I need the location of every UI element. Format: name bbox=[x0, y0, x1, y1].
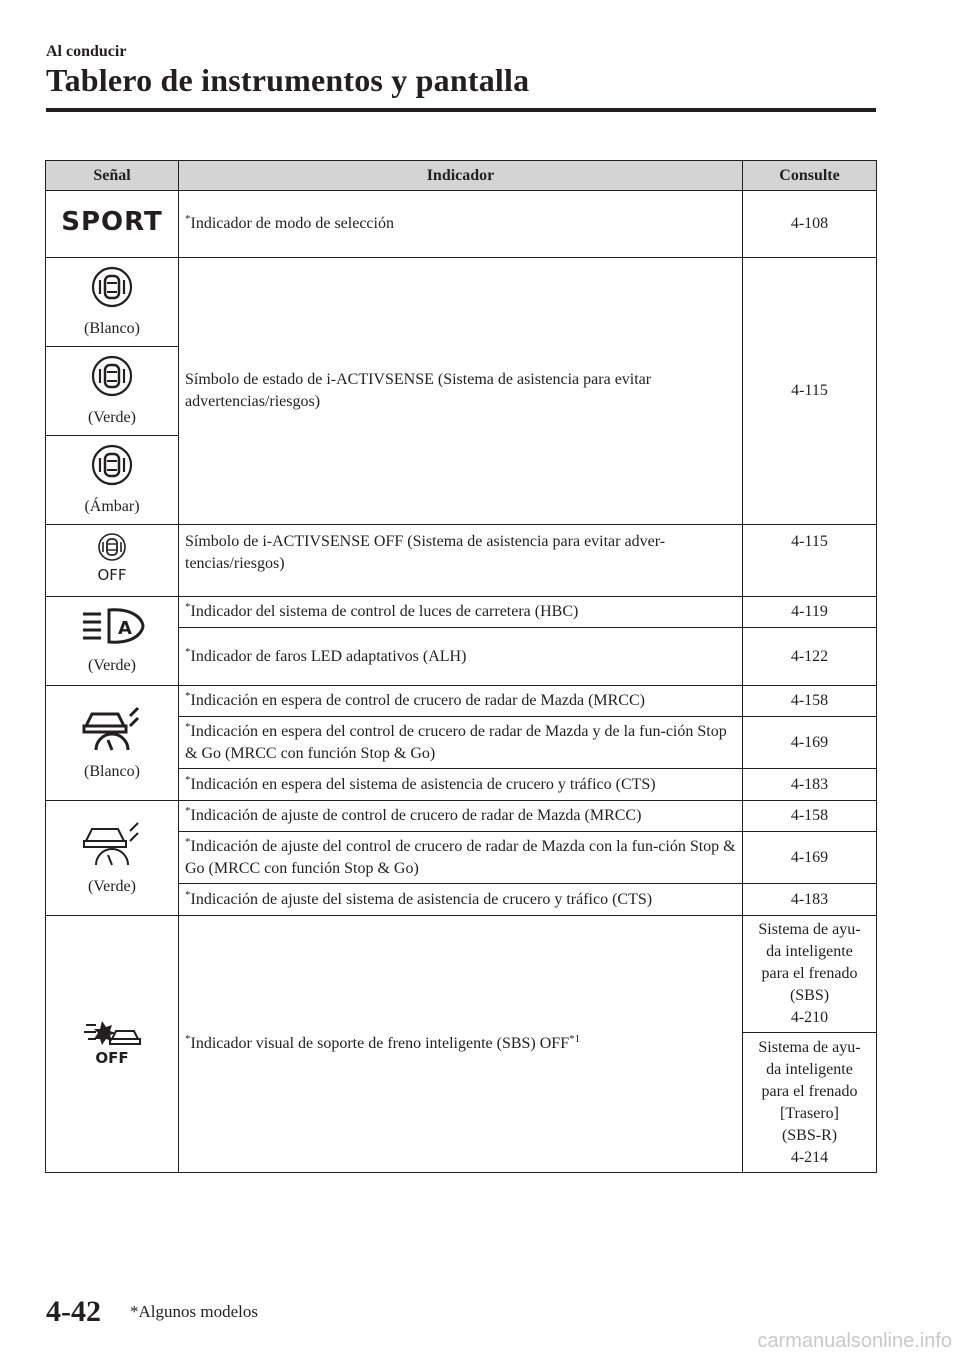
table-row bbox=[46, 258, 877, 347]
page-number: 4-42 bbox=[46, 1295, 101, 1328]
cruise-set-icon bbox=[80, 819, 144, 867]
reference-cell: 4-158 bbox=[743, 801, 877, 832]
i-activsense-white-icon bbox=[90, 265, 134, 309]
cruise-standby-icon bbox=[80, 704, 144, 752]
indicator-text: Indicación de ajuste del sistema de asistencia de crucero y tráfico (CTS) bbox=[190, 890, 653, 908]
color-label: (Verde) bbox=[88, 408, 136, 426]
reference-cell: Sistema de ayu- da inteligente para el frenado [Trasero] (SBS-R) 4-214 bbox=[743, 1033, 877, 1173]
off-icon-label: OFF bbox=[97, 566, 127, 583]
reference-cell: 4-119 bbox=[743, 597, 877, 628]
footnote-text: *Algunos modelos bbox=[130, 1302, 258, 1321]
signal-cell bbox=[46, 801, 179, 916]
svg-text:A: A bbox=[118, 617, 132, 639]
column-header-indicator: Indicador bbox=[179, 161, 743, 191]
indicator-cell: *Indicación en espera de control de crucero de radar de Mazda (MRCC) bbox=[179, 686, 743, 717]
reference-cell: 4-108 bbox=[743, 191, 877, 258]
indicator-text: Indicación en espera de control de crucero de radar de Mazda (MRCC) bbox=[190, 692, 645, 709]
column-header-signal: Señal bbox=[46, 161, 179, 191]
table-row bbox=[46, 801, 877, 832]
color-label: (Verde) bbox=[88, 656, 136, 674]
indicator-text: Indicación de ajuste del control de crucero de radar de Mazda con la fun-ción Stop & Go (MRCC con función Stop & Go) bbox=[185, 837, 736, 877]
table-row bbox=[46, 686, 877, 717]
indicator-cell: Símbolo de estado de i-ACTIVSENSE (Sistema de asistencia para evitar advertencias/riesgos) bbox=[179, 258, 743, 525]
indicator-cell: *Indicación de ajuste de control de crucero de radar de Mazda (MRCC) bbox=[179, 801, 743, 832]
reference-cell: 4-158 bbox=[743, 686, 877, 717]
indicator-cell: *Indicador del sistema de control de luces de carretera (HBC) bbox=[179, 597, 743, 628]
indicator-cell: *Indicador de faros LED adaptativos (ALH) bbox=[179, 628, 743, 686]
indicator-text: Indicador del sistema de control de luces de carretera (HBC) bbox=[190, 603, 579, 620]
title-rule bbox=[46, 108, 876, 112]
indicator-cell: *Indicador visual de soporte de freno inteligente (SBS) OFF$^{*1}$ bbox=[179, 916, 743, 1173]
indicator-text: Indicador visual de soporte de freno inteligente (SBS) OFF bbox=[190, 1035, 570, 1052]
signal-cell bbox=[46, 686, 179, 801]
reference-cell: 4-169 bbox=[743, 717, 877, 769]
indicator-text: Indicación en espera del sistema de asistencia de crucero y tráfico (CTS) bbox=[190, 775, 656, 793]
i-activsense-off-icon bbox=[92, 531, 132, 583]
sport-indicator-icon: SPORT bbox=[61, 207, 163, 237]
indicator-cell: *Indicación de ajuste del sistema de asistencia de crucero y tráfico (CTS) bbox=[179, 884, 743, 916]
indicator-text: Indicación en espera del control de crucero de radar de Mazda y de la fun-ción Stop & Go (MRCC con función Stop & Go) bbox=[185, 722, 727, 762]
indicator-text: Indicador de faros LED adaptativos (ALH) bbox=[190, 647, 467, 665]
color-label: (Blanco) bbox=[84, 319, 140, 337]
reference-cell: 4-183 bbox=[743, 884, 877, 916]
signal-cell bbox=[46, 525, 179, 597]
indicator-text: Indicación de ajuste de control de crucero de radar de Mazda (MRCC) bbox=[190, 807, 642, 824]
table-row bbox=[46, 525, 877, 597]
table-row bbox=[46, 916, 877, 1033]
signal-cell bbox=[46, 436, 179, 525]
indicator-text: Indicador de modo de selección bbox=[190, 215, 394, 232]
indicator-cell: *Indicador de modo de selección bbox=[179, 191, 743, 258]
indicator-cell: *Indicación en espera del sistema de asistencia de crucero y tráfico (CTS) bbox=[179, 769, 743, 801]
reference-cell: 4-115 bbox=[743, 525, 877, 597]
i-activsense-green-icon bbox=[90, 354, 134, 398]
reference-cell: 4-169 bbox=[743, 832, 877, 884]
indicator-table bbox=[45, 160, 877, 1173]
table-header-row bbox=[46, 161, 877, 191]
page-title: Tablero de instrumentos y pantalla bbox=[46, 62, 530, 98]
indicator-cell: Símbolo de i-ACTIVSENSE OFF (Sistema de asistencia para evitar adver-tencias/riesgos) bbox=[179, 525, 743, 597]
signal-cell bbox=[46, 916, 179, 1173]
off-icon-label: OFF bbox=[95, 1048, 129, 1067]
reference-cell: 4-115 bbox=[743, 258, 877, 525]
signal-cell bbox=[46, 347, 179, 436]
section-label: Al conducir bbox=[46, 43, 127, 60]
footnote-mark: *1 bbox=[569, 1033, 581, 1045]
headlight-auto-icon bbox=[79, 606, 145, 646]
color-label: (Ámbar) bbox=[84, 497, 140, 515]
signal-cell bbox=[46, 191, 179, 258]
color-label: (Verde) bbox=[88, 877, 136, 895]
watermark: carmanualsonline.info bbox=[757, 1330, 952, 1352]
color-label: (Blanco) bbox=[84, 762, 140, 780]
table-row bbox=[46, 191, 877, 258]
column-header-reference: Consulte bbox=[743, 161, 877, 191]
sbs-off-icon bbox=[82, 1015, 142, 1067]
signal-cell bbox=[46, 258, 179, 347]
table-row bbox=[46, 597, 877, 628]
reference-cell: 4-122 bbox=[743, 628, 877, 686]
signal-cell bbox=[46, 597, 179, 686]
reference-cell: Sistema de ayu- da inteligente para el frenado (SBS) 4-210 bbox=[743, 916, 877, 1033]
indicator-cell: *Indicación en espera del control de crucero de radar de Mazda y de la fun-ción Stop & Go (MRCC con función Stop & Go) bbox=[179, 717, 743, 769]
indicator-cell: *Indicación de ajuste del control de crucero de radar de Mazda con la fun-ción Stop & Go (MRCC con función Stop & Go) bbox=[179, 832, 743, 884]
reference-cell: 4-183 bbox=[743, 769, 877, 801]
i-activsense-amber-icon bbox=[90, 443, 134, 487]
